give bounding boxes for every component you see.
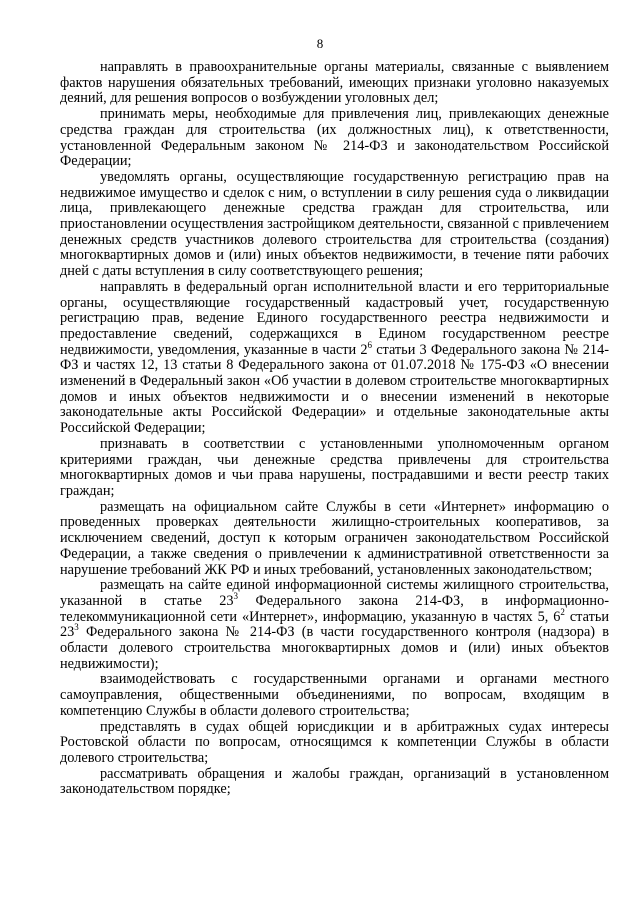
paragraph-text: статьи 23 bbox=[60, 608, 609, 641]
body-text bbox=[60, 60, 609, 798]
paragraph bbox=[60, 672, 609, 719]
paragraph-text: рассматривать обращения и жалобы граждан, организаций в установленном законодательством порядке; bbox=[60, 765, 609, 798]
paragraph-text: взаимодействовать с государственными органами и органами местного самоуправления, общественными объединениями, по вопросам, входящим в компетенцию Службы в области долевого строительства; bbox=[60, 671, 609, 719]
paragraph-text: Федерального закона 214-ФЗ, в информационно-телекоммуникационной сети «Интернет», информацию, указанную в частях 5, 6 bbox=[60, 592, 609, 625]
superscript: 6 bbox=[367, 339, 373, 350]
superscript: 3 bbox=[74, 622, 79, 633]
paragraph bbox=[60, 170, 609, 280]
superscript: 2 bbox=[560, 606, 565, 617]
paragraph-text: признавать в соответствии с установленными уполномоченным органом критериями граждан, чьи денежные средства привлечены для строительства многоквартирных домов и чьи права нарушены, пострадавшими и вести реестр таких граждан; bbox=[60, 435, 609, 499]
paragraph-text: принимать меры, необходимые для привлечения лиц, привлекающих денежные средства граждан для строительства (их должностных лиц), к ответственности, установленной Федеральным законом № 214-ФЗ и законодательством Российской Федерации; bbox=[60, 106, 609, 170]
paragraph-text: направлять в федеральный орган исполнительной власти и его территориальные органы, осуществляющие государственный кадастровый учет, государственную регистрацию прав, ведение Единого государственного реестра недвижимости и предоставление сведений, содержащихся в Едином государственном реестре недвижимости, уведомления, указанные в части 2 bbox=[60, 278, 609, 358]
paragraph bbox=[60, 280, 609, 437]
paragraph bbox=[60, 578, 609, 672]
page-number: 8 bbox=[316, 36, 324, 51]
paragraph-text: уведомлять органы, осуществляющие государственную регистрацию прав на недвижимое имущество и сделок с ним, о вступлении в силу решения суда о ликвидации лица, привлекающего денежные средства граждан для строительства, или приостановлении осуществления застройщиком деятельности, связанной с привлечением денежных средств участников долевого строительства для строительства (создания) многоквартирных домов и (или) иных объектов недвижимости, в течение пяти рабочих дней с даты вступления в силу соответствующего решения; bbox=[60, 168, 609, 280]
paragraph bbox=[60, 107, 609, 170]
paragraph-text: размещать на сайте единой информационной системы жилищного строительства, указанной в статье 23 bbox=[60, 577, 609, 609]
paragraph-text: Федерального закона № 214-ФЗ (в части государственного контроля (надзора) в области долевого строительства многоквартирных домов и (или) иных объектов недвижимости); bbox=[60, 624, 609, 672]
superscript: 3 bbox=[233, 590, 239, 601]
paragraph-text: размещать на официальном сайте Службы в сети «Интернет» информацию о проведенных проверках деятельности жилищно-строительных кооперативов, за исключением сведений, доступ к которым ограничен законодательством Российской Федерации, а также сведения о привлечении к административной ответственности за нарушение требований ЖК РФ и иных требований, установленных законодательством; bbox=[60, 498, 609, 578]
paragraph bbox=[60, 500, 609, 579]
paragraph-text: направлять в правоохранительные органы материалы, связанные с выявлением фактов нарушения обязательных требований, имеющих признаки уголовно наказуемых деяний, для решения вопросов о возбуждении уголовных дел; bbox=[60, 59, 609, 107]
paragraph bbox=[60, 60, 609, 107]
paragraph bbox=[60, 437, 609, 500]
paragraph-text: представлять в судах общей юрисдикции и в арбитражных судах интересы Ростовской области по вопросам, относящимся к компетенции Службы в области долевого строительства; bbox=[60, 718, 609, 766]
paragraph bbox=[60, 720, 609, 767]
paragraph-text: статьи 3 Федерального закона № 214-ФЗ и частях 12, 13 статьи 8 Федерального закона от 01.07.2018 № 175-ФЗ «О внесении изменений в Федеральный закон «Об участии в долевом строительстве многоквартирных домов и иных объектов недвижимости и о внесении изменений в некоторые законодательные акты Российской Федерации» и отдельные законодательные акты Российской Федерации; bbox=[60, 341, 609, 437]
paragraph bbox=[60, 767, 609, 798]
